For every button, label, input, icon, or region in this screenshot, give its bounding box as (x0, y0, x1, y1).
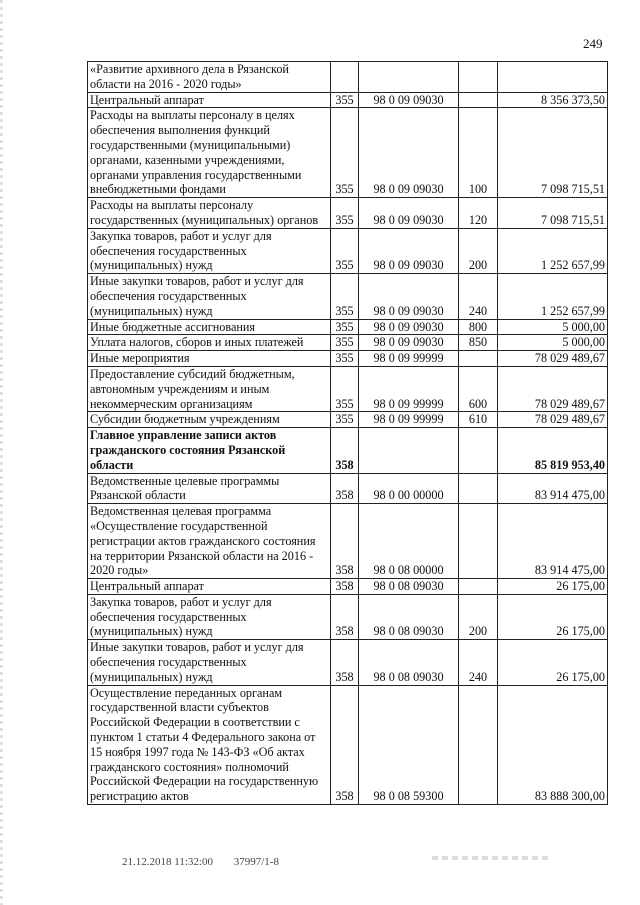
row-amount: 7 098 715,51 (498, 108, 608, 198)
row-name: Центральный аппарат (88, 92, 331, 108)
row-expense-type: 240 (459, 274, 498, 319)
row-name: Расходы на выплаты персоналу в целях обеспечения выполнения функций государственными (муниципальными) органами, казенными учреждениями, органами управления государственными внебюджетными фондами (88, 108, 331, 198)
row-code: 358 (331, 685, 359, 804)
row-target-article: 98 0 08 09030 (359, 579, 459, 595)
row-expense-type (459, 92, 498, 108)
row-amount: 78 029 489,67 (498, 366, 608, 411)
row-code: 358 (331, 640, 359, 685)
table-row (88, 319, 608, 335)
row-name: Иные закупки товаров, работ и услуг для обеспечения государственных (муниципальных) нужд (88, 640, 331, 685)
table-row (88, 640, 608, 685)
row-amount: 78 029 489,67 (498, 412, 608, 428)
row-expense-type: 200 (459, 228, 498, 273)
table-row (88, 62, 608, 93)
row-target-article (359, 62, 459, 93)
row-code: 355 (331, 351, 359, 367)
table-row (88, 92, 608, 108)
row-expense-type (459, 428, 498, 473)
row-name: Предоставление субсидий бюджетным, автономным учреждениям и иным некоммерческим организациям (88, 366, 331, 411)
row-amount: 5 000,00 (498, 335, 608, 351)
row-amount: 26 175,00 (498, 579, 608, 595)
row-amount (498, 62, 608, 93)
row-target-article: 98 0 09 09030 (359, 108, 459, 198)
table-row (88, 108, 608, 198)
scan-edge-artifact (0, 0, 3, 905)
table-row (88, 473, 608, 504)
row-target-article: 98 0 09 99999 (359, 351, 459, 367)
row-target-article: 98 0 09 09030 (359, 92, 459, 108)
faint-scan-mark (432, 856, 552, 860)
row-expense-type: 200 (459, 594, 498, 639)
row-target-article: 98 0 08 09030 (359, 640, 459, 685)
table-row (88, 594, 608, 639)
row-expense-type: 610 (459, 412, 498, 428)
row-expense-type (459, 62, 498, 93)
row-expense-type: 600 (459, 366, 498, 411)
row-name: Ведомственные целевые программы Рязанской области (88, 473, 331, 504)
row-expense-type (459, 579, 498, 595)
row-name: Субсидии бюджетным учреждениям (88, 412, 331, 428)
row-name: Расходы на выплаты персоналу государственных (муниципальных) органов (88, 198, 331, 229)
row-name: Осуществление переданных органам государственной власти субъектов Российской Федерации в соответствии с пунктом 1 статьи 4 Федерального закона от 15 ноября 1997 года № 143-ФЗ «Об актах гражданского состояния» полномочий Российской Федерации на государственную регистрацию актов (88, 685, 331, 804)
row-amount: 5 000,00 (498, 319, 608, 335)
row-code: 358 (331, 428, 359, 473)
table-row (88, 504, 608, 579)
row-expense-type: 120 (459, 198, 498, 229)
budget-table (87, 61, 608, 805)
footer-doc-id: 37997/1-8 (233, 856, 279, 868)
row-code: 355 (331, 366, 359, 411)
row-target-article: 98 0 08 59300 (359, 685, 459, 804)
row-name: Уплата налогов, сборов и иных платежей (88, 335, 331, 351)
row-target-article (359, 428, 459, 473)
row-amount: 83 888 300,00 (498, 685, 608, 804)
row-target-article: 98 0 09 09030 (359, 274, 459, 319)
row-code: 355 (331, 274, 359, 319)
table-row (88, 685, 608, 804)
row-code: 358 (331, 504, 359, 579)
budget-table-body (88, 62, 608, 805)
row-target-article: 98 0 09 09030 (359, 335, 459, 351)
row-target-article: 98 0 09 99999 (359, 412, 459, 428)
row-name: Иные мероприятия (88, 351, 331, 367)
row-amount: 78 029 489,67 (498, 351, 608, 367)
row-expense-type: 240 (459, 640, 498, 685)
row-name: «Развитие архивного дела в Рязанской области на 2016 - 2020 годы» (88, 62, 331, 93)
row-expense-type (459, 504, 498, 579)
row-target-article: 98 0 09 99999 (359, 366, 459, 411)
row-amount: 83 914 475,00 (498, 473, 608, 504)
row-code: 355 (331, 108, 359, 198)
row-amount: 26 175,00 (498, 594, 608, 639)
row-target-article: 98 0 08 00000 (359, 504, 459, 579)
row-name: Иные закупки товаров, работ и услуг для обеспечения государственных (муниципальных) нужд (88, 274, 331, 319)
row-name: Закупка товаров, работ и услуг для обеспечения государственных (муниципальных) нужд (88, 228, 331, 273)
row-name: Главное управление записи актов гражданского состояния Рязанской области (88, 428, 331, 473)
table-row (88, 274, 608, 319)
table-row (88, 412, 608, 428)
row-name: Закупка товаров, работ и услуг для обеспечения государственных (муниципальных) нужд (88, 594, 331, 639)
table-row (88, 351, 608, 367)
row-code: 358 (331, 473, 359, 504)
row-code: 355 (331, 335, 359, 351)
row-target-article: 98 0 00 00000 (359, 473, 459, 504)
row-name: Иные бюджетные ассигнования (88, 319, 331, 335)
table-row (88, 428, 608, 473)
footer-timestamp: 21.12.2018 11:32:00 (122, 856, 213, 868)
row-amount: 1 252 657,99 (498, 228, 608, 273)
row-amount: 1 252 657,99 (498, 274, 608, 319)
row-expense-type: 100 (459, 108, 498, 198)
row-expense-type (459, 685, 498, 804)
row-code: 355 (331, 228, 359, 273)
row-expense-type: 800 (459, 319, 498, 335)
row-code (331, 62, 359, 93)
row-target-article: 98 0 09 09030 (359, 319, 459, 335)
row-code: 355 (331, 412, 359, 428)
row-amount: 8 356 373,50 (498, 92, 608, 108)
row-expense-type (459, 473, 498, 504)
row-amount: 7 098 715,51 (498, 198, 608, 229)
row-target-article: 98 0 08 09030 (359, 594, 459, 639)
table-row (88, 198, 608, 229)
row-target-article: 98 0 09 09030 (359, 228, 459, 273)
table-row (88, 366, 608, 411)
row-code: 358 (331, 594, 359, 639)
row-name: Ведомственная целевая программа «Осуществление государственной регистрации актов гражданского состояния на территории Рязанской области на 2016 - 2020 годы» (88, 504, 331, 579)
row-code: 355 (331, 198, 359, 229)
table-row (88, 579, 608, 595)
document-footer (122, 856, 297, 868)
row-expense-type: 850 (459, 335, 498, 351)
row-code: 355 (331, 319, 359, 335)
row-target-article: 98 0 09 09030 (359, 198, 459, 229)
table-row (88, 228, 608, 273)
page-number: 249 (583, 36, 603, 51)
row-amount: 85 819 953,40 (498, 428, 608, 473)
row-code: 358 (331, 579, 359, 595)
row-name: Центральный аппарат (88, 579, 331, 595)
table-row (88, 335, 608, 351)
row-expense-type (459, 351, 498, 367)
row-amount: 83 914 475,00 (498, 504, 608, 579)
row-amount: 26 175,00 (498, 640, 608, 685)
row-code: 355 (331, 92, 359, 108)
